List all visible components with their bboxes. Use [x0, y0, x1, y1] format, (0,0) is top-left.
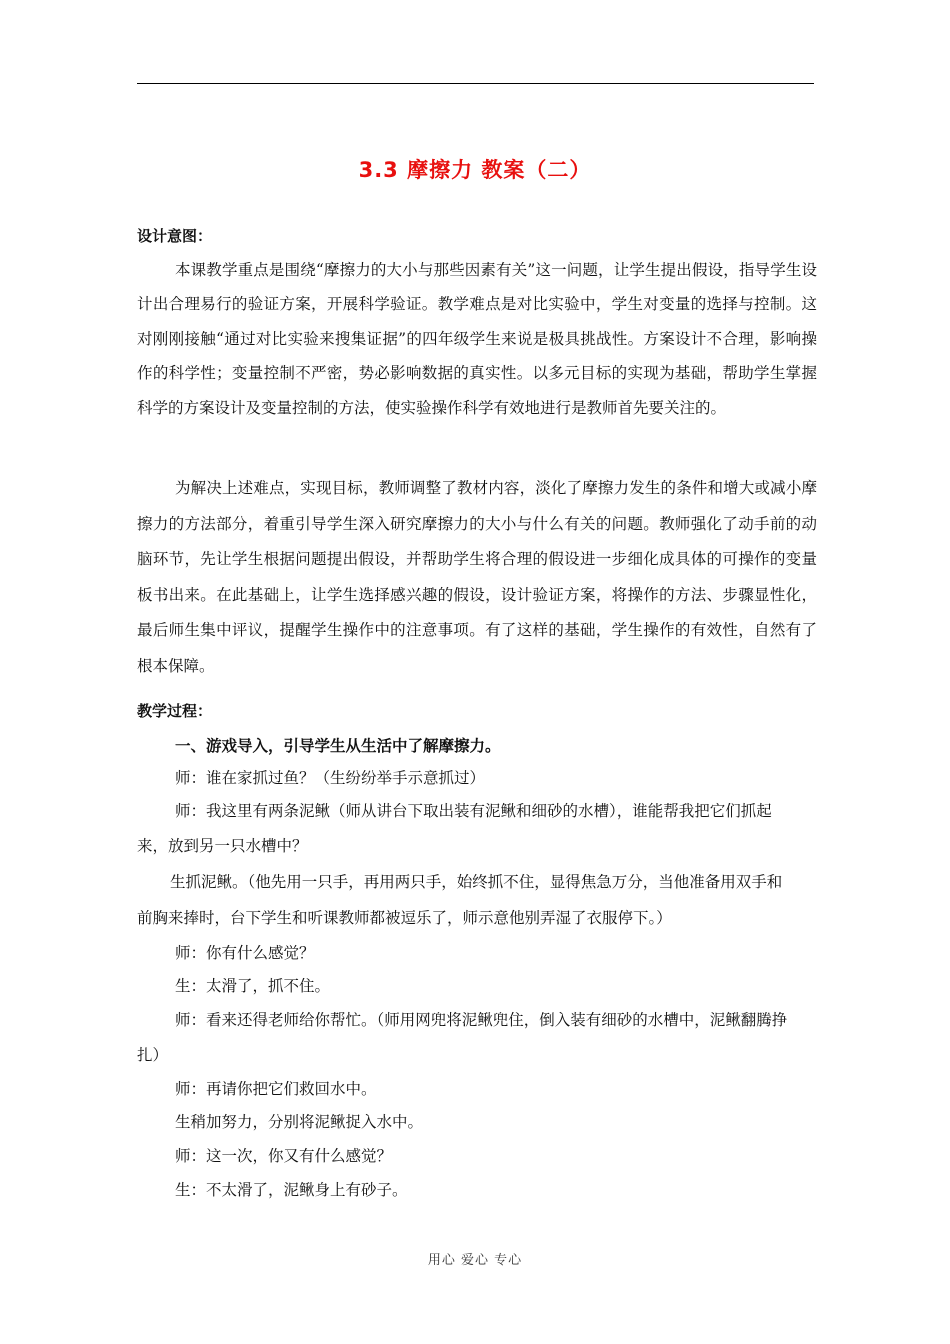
dialogue-line: 生稍加努力，分别将泥鳅捉入水中。: [175, 1113, 424, 1131]
dialogue-line: 扎）: [137, 1046, 169, 1064]
dialogue-line: 师：我这里有两条泥鳅（师从讲台下取出装有泥鳅和细砂的水槽），谁能帮我把它们抓起: [175, 802, 772, 820]
dialogue-line: 生：太滑了，抓不住。: [175, 977, 331, 995]
dialogue-line: 师：再请你把它们救回水中。: [175, 1080, 377, 1098]
header-rule: [137, 83, 814, 84]
design-paragraph-2: 为解决上述难点，实现目标，教师调整了教材内容，淡化了摩擦力发生的条件和增大或减小摩擦力的方法部分，着重引导学生深入研究摩擦力的大小与什么有关的问题。教师强化了动手前的动脑环节，先让学生根据问题提出假设，并帮助学生将合理的假设进一步细化成具体的可操作的变量板书出来。在此基础上，让学生选择感兴趣的假设，设计验证方案，将操作的方法、步骤显性化，最后师生集中评议，提醒学生操作中的注意事项。有了这样的基础，学生操作的有效性，自然有了根本保障。: [137, 479, 817, 675]
dialogue-line: 师：谁在家抓过鱼？（生纷纷举手示意抓过）: [175, 769, 486, 787]
dialogue-line: 来，放到另一只水槽中？: [137, 837, 308, 855]
dialogue-line: 生：不太滑了，泥鳅身上有砂子。: [175, 1181, 408, 1199]
page-title: 3.3 摩擦力 教案（二）: [358, 158, 592, 182]
page-footer: 用心 爱心 专心: [427, 1253, 523, 1268]
dialogue-line: 前胸来捧时，台下学生和听课教师都被逗乐了，师示意他别弄湿了衣服停下。）: [137, 909, 672, 927]
dialogue-line: 师：这一次，你又有什么感觉？: [175, 1147, 393, 1165]
design-paragraph-1: 本课教学重点是围绕“摩擦力的大小与那些因素有关”这一问题，让学生提出假设，指导学生设计出合理易行的验证方案，开展科学验证。教学难点是对比实验中，学生对变量的选择与控制。这对刚刚接触“通过对比实验来搜集证据”的四年级学生来说是极具挑战性。方案设计不合理，影响操作的科学性；变量控制不严密，势必影响数据的真实性。以多元目标的实现为基础，帮助学生掌握科学的方案设计及变量控制的方法，使实验操作科学有效地进行是教师首先要关注的。: [137, 261, 817, 417]
section-1-heading: 一、游戏导入，引导学生从生活中了解摩擦力。: [175, 737, 501, 755]
design-heading: 设计意图：: [137, 227, 213, 245]
dialogue-line: 生抓泥鳅。（他先用一只手，再用两只手，始终抓不住，显得焦急万分，当他准备用双手和: [170, 873, 783, 891]
dialogue-line: 师：看来还得老师给你帮忙。（师用网兜将泥鳅兜住，倒入装有细砂的水槽中，泥鳅翻腾挣: [175, 1011, 788, 1029]
dialogue-line: 师：你有什么感觉？: [175, 944, 315, 962]
process-heading: 教学过程：: [137, 702, 213, 720]
